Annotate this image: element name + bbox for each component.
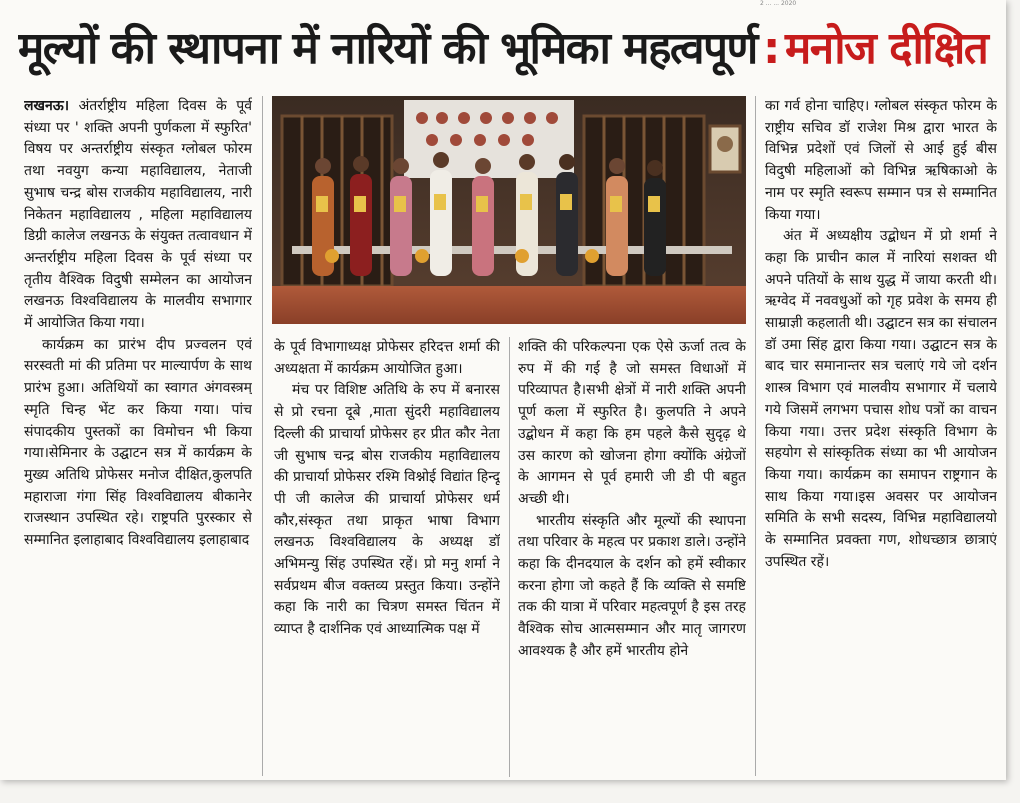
dateline: लखनऊ। [24,98,70,114]
paragraph: अंतर्राष्ट्रीय महिला दिवस के पूर्व संध्या पर ' शक्ति अपनी पुर्णकला में स्फुरित' विषय पर अन्तर्राष्ट्रीय संस्कृत ग्लोबल फोरम तथा नवयुग कन्या महाविद्यालय, नेताजी सुभाष चन्द्र बोस राजकीय महाविद्यालय, नारी निकेतन महाविद्यालय , महिला महाविद्यालय डिग्री कालेज लखनऊ के संयुक्त तत्वावधान में अन्तर्राष्ट्रीय महिला दिवस के पूर्व संध्या पर तृतीय वैश्विक विदुषी सम्मेलन का आयोजन लखनऊ विश्वविद्यालय के मालवीय सभागार में आयोजित किया गया। [24,98,252,332]
paragraph: के पूर्व विभागाध्यक्ष प्रोफेसर हरिदत्त शर्मा की अध्यक्षता में कार्यक्रम आयोजित हुआ। [274,339,500,377]
headline-separator: : [762,23,779,74]
headline-main: मूल्यों की स्थापना में नारियों की भूमिका महत्वपूर्ण [18,23,757,74]
paragraph: मंच पर विशिष्ट अतिथि के रुप में बनारस से प्रो रचना दूबे ,माता सुंदरी महाविद्यालय दिल्ली की प्राचार्या प्रोफेसर हर प्रीत कौर नेता जी सुभाष चन्द्र बोस राजकीय महाविद्यालय की प्राचार्या प्रोफेसर रश्मि विश्नोई विद्यांत हिन्दू पी जी कालेज की प्राचार्या प्रोफेसर धर्म कौर,संस्कृत तथा प्राकृत भाषा विभाग लखनऊ विश्वविद्यालय के अध्यक्ष डॉ अभिमन्यु सिंह उपस्थित रहें। प्रो मनु शर्मा ने सर्वप्रथम बीज वक्तव्य प्रस्तुत किया। उन्होंने कहा कि नारी का चित्रण समस्त चिंतन में व्याप्त है दार्शनिक एवं आध्यात्मिक पक्ष में [274,382,500,638]
paragraph: भारतीय संस्कृति और मूल्यों की स्थापना तथा परिवार के महत्व पर प्रकाश डाले। उन्होंने कहा कि दीनदयाल के दर्शन को हमें स्वीकार करना होगा जो कहते हैं कि व्यक्ति से समष्टि तक की यात्रा में परिवार महत्वपूर्ण है इस तरह वैश्विक सोच आत्मसम्मान और मातृ जागरण आवश्यक है और हमें भारतीय होने [518,512,746,659]
masthead-strip: 2 ... ... 2020 [760,0,797,7]
paragraph: का गर्व होना चाहिए। ग्लोबल संस्कृत फोरम के राष्ट्रीय सचिव डॉ राजेश मिश्र द्वारा भारत के विभिन्न प्रदेशों एवं जिलों से आई हुई बीस विदुषी महिलाओं को विभिन्न ऋषिकाओ के नाम पर स्मृति स्वरूप सम्मान पत्र से सम्मानित किया गया। [765,98,997,223]
article-column-2 [274,337,500,777]
headline-byline: मनोज दीक्षित [784,23,988,74]
article-column-3 [518,337,746,777]
stage-group-photo [272,96,746,324]
paragraph: अंत में अध्यक्षीय उद्बोधन में प्रो शर्मा ने कहा कि प्राचीन काल में नारियां सशक्त थी अपने पतियों के साथ युद्ध में जाया करती थी। ऋग्वेद में नववधुओं को गृह प्रवेश के समय ही साम्राज्ञी कहलाती थी। उद्घाटन सत्र का संचालन डॉ उमा सिंह द्वारा किया गया। उद्घाटन सत्र के बाद चार समानान्तर सत्र चलाएं गये जो दर्शन शास्त्र विभाग एवं मालवीय सभागार में चलाये गये जिसमें लगभग पचास शोध पत्रों का वाचन किया गया। उत्तर प्रदेश संस्कृति विभाग के सहयोग से सांस्कृतिक संध्या का भी आयोजन किया गया। कार्यक्रम का समापन राष्ट्रगान के साथ किया गया।इस अवसर पर आयोजन समिति के सभी सदस्य, विभिन्न महाविद्यालयो के सम्मानित प्रवक्ता गण, शोधच्छात्र छात्राएं उपस्थित रहें। [765,228,997,570]
column-rule [509,337,510,777]
paragraph: शक्ति की परिकल्पना एक ऐसे ऊर्जा तत्व के रुप में की गई है जो समस्त विधाओं में परिव्यापत है।सभी क्षेत्रों में नारी शक्ति अपनी पूर्ण कला में स्फुरित है। कुलपति ने अपने उद्बोधन में कहा कि हम पहले कैसे सुदृढ़ थे उस कारण को खोजना होगा क्योंकि अंग्रेजों के आगमन से पूर्व हमारी जी डी पी बहुत अच्छी थी। [518,339,746,507]
article-column-1 [24,96,252,776]
article-column-4 [765,96,997,776]
column-rule [755,96,756,776]
headline [18,14,1003,84]
event-photo [272,96,746,324]
paragraph: कार्यक्रम का प्रारंभ दीप प्रज्वलन एवं सरस्वती मां की प्रतिमा पर माल्यार्पण के साथ प्रारंभ हुआ। अतिथियों का स्वागत अंगवस्त्रम् स्मृति चिन्ह भेंट कर किया गया। पांच संपादकीय पुस्तकों का विमोचन भी किया गया।सेमिनार के उद्घाटन सत्र में कार्यक्रम के मुख्य अतिथि प्रोफेसर मनोज दीक्षित,कुलपति महाराजा गंगा सिंह विश्वविद्यालय बीकानेर राजस्थान उपस्थित रहे। राष्ट्रपति पुरस्कार से सम्मानित इलाहाबाद विश्वविद्यालय इलाहाबाद [24,336,252,549]
column-rule [262,96,263,776]
